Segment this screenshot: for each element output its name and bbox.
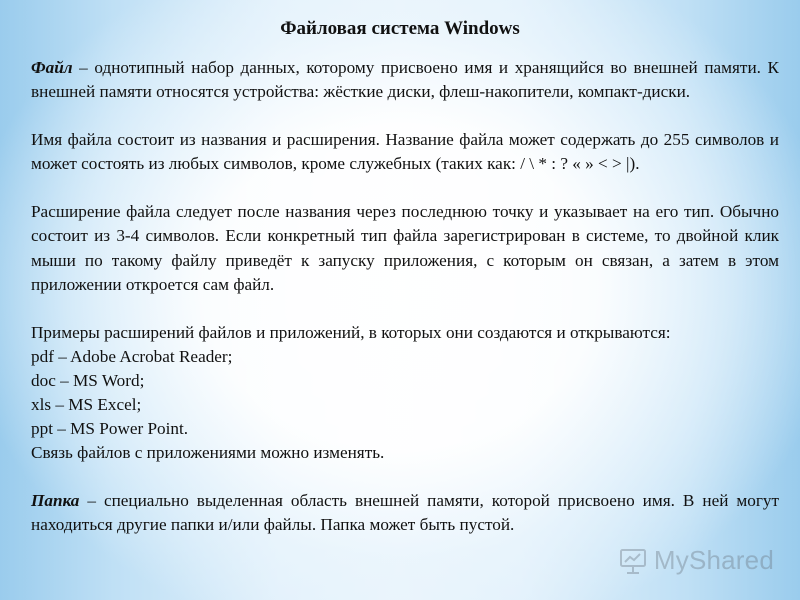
paragraph-file-name: Имя файла состоит из названия и расширения. Название файла может содержать до 255 символов и может состоять из любых символов, кроме служебных (таких как: / \ * : ? « » < > |). xyxy=(31,130,779,174)
paragraph-examples xyxy=(31,321,779,466)
example-item: doc – MS Word; xyxy=(31,370,145,390)
folder-definition-text: – специально выделенная область внешней памяти, которой присвоено имя. В ней могут находиться другие папки и/или файлы. Папка может быть пустой. xyxy=(31,491,779,535)
term-file: Файл xyxy=(31,58,73,77)
example-item: pdf – Adobe Acrobat Reader; xyxy=(31,346,233,366)
watermark xyxy=(618,545,774,576)
paragraph-extension: Расширение файла следует после названия через последнюю точку и указывает на его тип. Обычно состоит из 3-4 символов. Если конкретный тип файла зарегистрирован в системе, то двойной клик мыши по такому файлу приведёт к запуску приложения, с которым он связан, а затем в этом приложении откроется сам файл. xyxy=(31,202,779,294)
examples-note: Связь файлов с приложениями можно изменять. xyxy=(31,443,385,463)
example-item: ppt – MS Power Point. xyxy=(31,419,189,439)
file-definition-text: – однотипный набор данных, которому присвоено имя и хранящийся во внешней памяти. К внешней памяти относятся устройства: жёсткие диски, флеш-накопители, компакт-диски. xyxy=(31,58,779,102)
watermark-text: MyShared xyxy=(653,545,774,575)
slide-content xyxy=(31,56,779,538)
example-item: xls – MS Excel; xyxy=(31,395,142,415)
examples-intro: Примеры расширений файлов и приложений, в которых они создаются и открываются: xyxy=(31,322,671,342)
term-folder: Папка xyxy=(31,491,80,511)
paragraph-file-definition xyxy=(31,56,779,104)
presentation-board-icon xyxy=(618,546,648,576)
slide-title: Файловая система Windows xyxy=(280,18,520,39)
paragraph-folder-definition xyxy=(31,489,779,537)
